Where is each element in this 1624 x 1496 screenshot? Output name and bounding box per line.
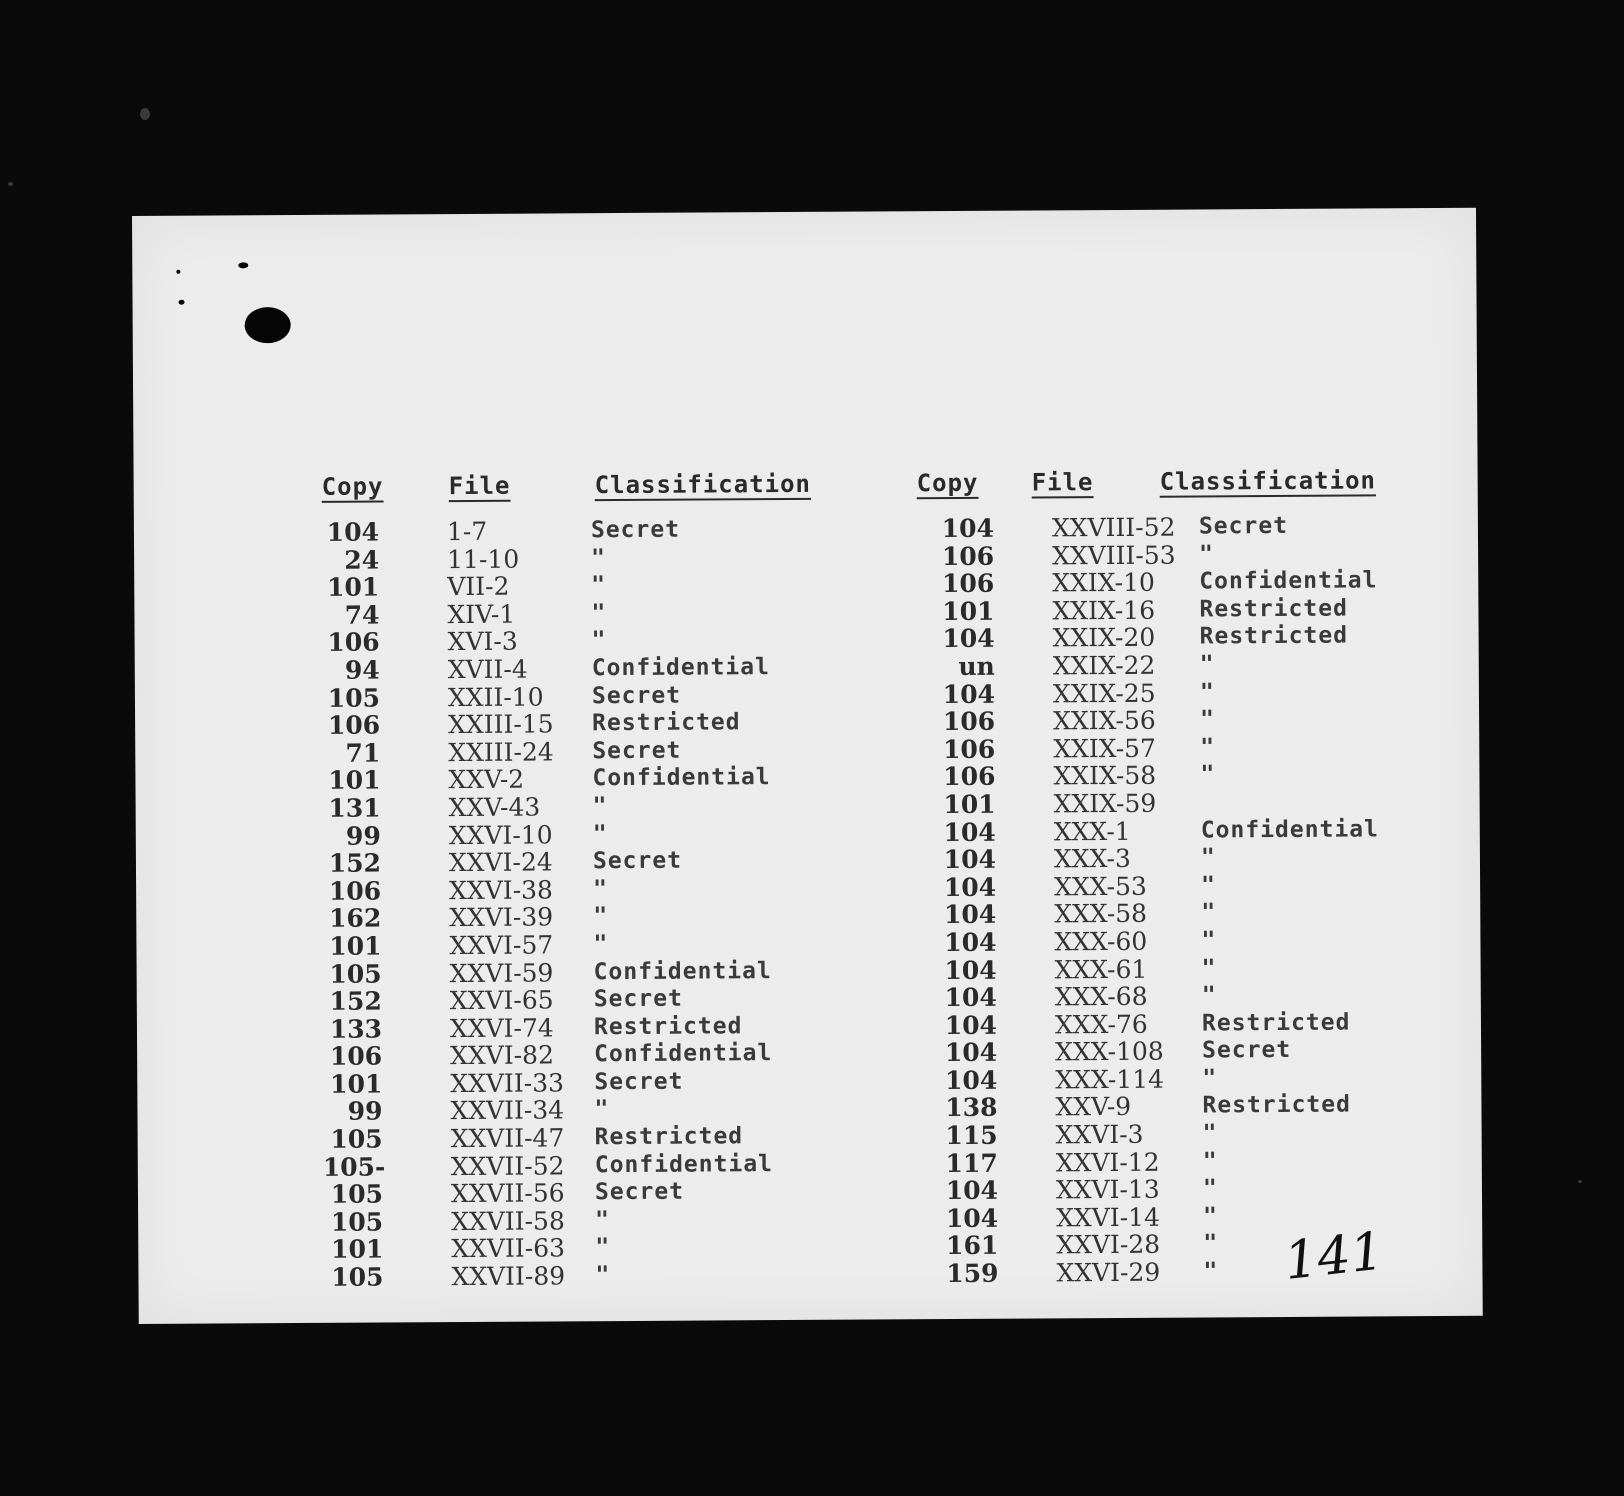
header-classification: Classification — [1159, 466, 1377, 496]
file-cell: XXX-1 — [1053, 816, 1131, 846]
classification-cell: Confidential — [1199, 567, 1378, 595]
file-cell: XXVII-89 — [451, 1261, 566, 1292]
classification-cell: " — [1200, 844, 1216, 871]
copy-cell: 104 — [945, 1175, 999, 1206]
copy-cell: 104 — [326, 517, 380, 547]
file-cell: XXVII-63 — [451, 1233, 566, 1264]
copy-cell: 106 — [328, 876, 382, 906]
right-rows — [894, 512, 1519, 1288]
file-cell: XXX-76 — [1054, 1009, 1148, 1040]
file-cell: XXX-58 — [1054, 899, 1148, 929]
classification-cell: " — [591, 599, 607, 626]
copy-cell: 106 — [941, 568, 995, 599]
copy-cell: 99 — [347, 1096, 383, 1127]
file-cell: XXVII-52 — [450, 1151, 565, 1181]
copy-cell: 71 — [345, 738, 381, 768]
ink-speck — [179, 300, 185, 305]
copy-cell: 115 — [945, 1120, 998, 1151]
file-cell: XXVIII-53 — [1052, 540, 1176, 570]
classification-cell: " — [594, 1096, 610, 1123]
copy-cell: 101 — [330, 1069, 383, 1099]
file-cell: XXX-60 — [1054, 926, 1148, 957]
table-row — [322, 1039, 942, 1070]
file-cell: XXIII-15 — [448, 709, 554, 740]
file-cell: XXIX-22 — [1052, 650, 1156, 681]
copy-cell: 105 — [331, 1262, 384, 1292]
classification-cell: " — [1199, 651, 1215, 678]
file-cell: XXV-9 — [1055, 1092, 1132, 1122]
copy-cell: 105 — [329, 958, 382, 989]
classification-cell: Secret — [1202, 1037, 1292, 1064]
file-cell: XVI-3 — [447, 627, 518, 657]
table-row — [896, 925, 1516, 956]
header-file: File — [1031, 468, 1094, 497]
table-row — [321, 846, 941, 877]
table-row — [897, 1008, 1517, 1039]
copy-cell: 105 — [327, 683, 381, 713]
copy-cell: 106 — [942, 706, 996, 737]
file-cell: XXIX-57 — [1053, 733, 1156, 764]
file-cell: XXIX-59 — [1053, 788, 1157, 819]
table-row — [896, 898, 1516, 929]
classification-cell: " — [1203, 1230, 1219, 1257]
table-row — [322, 1067, 942, 1098]
file-cell: XXV-2 — [448, 764, 525, 795]
copy-cell: 105 — [330, 1124, 383, 1154]
file-cell: XXVI-14 — [1056, 1202, 1161, 1233]
file-cell: XXIX-58 — [1053, 761, 1157, 791]
copy-cell: 104 — [945, 1203, 999, 1233]
classification-cell: Restricted — [1202, 1092, 1352, 1119]
table-row — [897, 1063, 1517, 1094]
copy-cell: 104 — [944, 900, 997, 930]
table-row — [895, 622, 1515, 653]
classification-cell: " — [1201, 982, 1217, 1009]
table-row — [895, 677, 1515, 708]
classification-cell: Secret — [590, 516, 681, 544]
copy-cell: 104 — [945, 1065, 998, 1095]
classification-cell: " — [593, 903, 609, 930]
copy-cell: 101 — [328, 765, 381, 796]
file-cell: XXX-61 — [1054, 954, 1148, 984]
ink-blot — [245, 307, 291, 343]
classification-cell: Confidential — [591, 654, 771, 682]
table-row — [321, 874, 941, 905]
classification-cell: Restricted — [1199, 595, 1348, 623]
classification-cell: " — [593, 875, 609, 902]
table-row — [323, 1150, 943, 1181]
ink-speck — [238, 262, 248, 268]
table-row — [898, 1119, 1518, 1150]
table-row — [897, 981, 1517, 1012]
table-row — [895, 705, 1515, 736]
classification-cell: Confidential — [594, 1150, 774, 1178]
table-row — [322, 957, 942, 988]
table-row — [895, 650, 1515, 681]
table-row — [319, 515, 939, 546]
classification-cell: " — [595, 1262, 611, 1289]
copy-cell: 162 — [329, 903, 382, 934]
header-classification: Classification — [594, 469, 812, 500]
copy-cell: 104 — [942, 679, 996, 709]
table-row — [894, 567, 1514, 598]
classification-cell: Secret — [592, 847, 683, 875]
table-row — [321, 791, 941, 822]
classification-cell: Restricted — [1201, 1009, 1351, 1037]
file-cell: XXIX-25 — [1052, 678, 1156, 708]
copy-cell: 104 — [944, 955, 997, 985]
table-row — [897, 1036, 1517, 1067]
classification-cell: " — [1203, 1203, 1219, 1230]
file-cell: XXVI-13 — [1055, 1174, 1160, 1205]
table-row — [320, 708, 940, 739]
copy-cell: 101 — [331, 1234, 384, 1265]
table-row — [322, 984, 942, 1015]
table-row — [319, 570, 939, 601]
table-row — [898, 1146, 1518, 1177]
file-cell: XXIX-10 — [1052, 567, 1155, 598]
film-dust — [1578, 1180, 1582, 1183]
classification-cell: " — [592, 793, 608, 820]
table-row — [896, 843, 1516, 874]
file-cell: XXVI-82 — [450, 1040, 555, 1071]
table-row — [320, 763, 940, 794]
copy-cell: 159 — [946, 1258, 999, 1289]
file-cell: XXVIII-52 — [1051, 512, 1176, 543]
copy-cell: 104 — [943, 872, 997, 902]
copy-cell: 101 — [943, 789, 996, 819]
copy-cell: 74 — [344, 600, 380, 630]
film-dust — [140, 108, 150, 120]
file-cell: XXIX-20 — [1052, 623, 1156, 653]
table-row — [898, 1257, 1518, 1288]
copy-cell: 152 — [328, 848, 382, 878]
table-row — [321, 819, 941, 850]
file-cell: XXVII-56 — [450, 1178, 565, 1209]
file-cell: XXVI-65 — [449, 985, 554, 1016]
classification-cell: " — [1202, 1175, 1218, 1202]
classification-cell: " — [592, 820, 608, 847]
table-row — [320, 625, 940, 656]
classification-cell: Secret — [1198, 512, 1289, 540]
classification-cell: " — [1201, 954, 1217, 981]
file-cell: XXX-68 — [1054, 981, 1148, 1012]
file-cell: XXII-10 — [447, 682, 544, 712]
table-row — [897, 953, 1517, 984]
file-cell: XXVII-33 — [450, 1068, 565, 1098]
classification-cell: Restricted — [592, 709, 741, 737]
table-row — [319, 543, 939, 574]
classification-cell: " — [1203, 1258, 1219, 1285]
ink-speck — [176, 270, 180, 274]
classification-cell: " — [1199, 678, 1215, 706]
classification-cell: Secret — [594, 1178, 685, 1206]
copy-cell: 106 — [327, 627, 380, 658]
table-row — [894, 594, 1514, 625]
table-row — [320, 653, 940, 684]
classification-cell: " — [1201, 899, 1217, 926]
copy-cell: 104 — [944, 927, 997, 957]
classification-cell: " — [1200, 734, 1216, 761]
table-row — [323, 1260, 943, 1291]
classification-cell: " — [1202, 1065, 1218, 1092]
header-copy: Copy — [916, 468, 979, 498]
classification-cell: " — [1202, 1120, 1218, 1147]
classification-cell: Confidential — [594, 1040, 773, 1068]
file-cell: XXIX-56 — [1053, 705, 1156, 736]
copy-cell: 104 — [941, 513, 995, 544]
file-cell: 1-7 — [446, 516, 488, 547]
file-cell: XXVI-59 — [449, 957, 554, 988]
handwritten-page-number: 141 — [1281, 1221, 1387, 1292]
classification-cell: " — [1201, 872, 1217, 899]
copy-cell: 117 — [945, 1148, 998, 1178]
copy-cell: 105- — [322, 1152, 386, 1182]
table-row — [320, 681, 940, 712]
header-file: File — [448, 471, 511, 501]
file-cell: XXVII-47 — [450, 1123, 565, 1154]
classification-cell: Confidential — [592, 764, 771, 792]
table-row — [895, 760, 1515, 791]
classification-cell: Restricted — [594, 1123, 744, 1151]
table-row — [323, 1122, 943, 1153]
table-row — [896, 815, 1516, 846]
copy-cell: 104 — [943, 817, 996, 847]
file-cell: XXX-3 — [1053, 844, 1131, 874]
copy-cell: un — [958, 651, 995, 681]
file-cell: XVII-4 — [447, 654, 528, 685]
classification-cell: Secret — [594, 1068, 684, 1096]
file-cell: XXX-114 — [1055, 1064, 1165, 1095]
table-row — [319, 598, 939, 629]
classification-cell: Secret — [593, 985, 683, 1013]
classification-cell: Secret — [591, 682, 682, 709]
document-card — [132, 208, 1483, 1324]
file-cell: XXX-108 — [1055, 1036, 1164, 1067]
copy-cell: 104 — [942, 624, 995, 654]
classification-cell: " — [591, 544, 607, 571]
file-cell: XXVI-3 — [1055, 1119, 1144, 1150]
table-row — [895, 732, 1515, 763]
classification-cell: " — [591, 627, 607, 654]
copy-cell: 106 — [943, 762, 996, 792]
table-row — [320, 736, 940, 767]
file-cell: XXVI-29 — [1056, 1257, 1161, 1288]
classification-cell: " — [595, 1206, 611, 1234]
table-row — [898, 1229, 1518, 1260]
file-cell: XXVI-74 — [449, 1013, 554, 1043]
classification-cell: " — [1201, 927, 1217, 954]
table-row — [894, 512, 1514, 543]
classification-cell: " — [1202, 1148, 1218, 1175]
classification-cell: Confidential — [593, 957, 772, 985]
file-cell: XXVI-10 — [448, 819, 553, 850]
table-row — [898, 1201, 1518, 1232]
copy-cell: 94 — [344, 655, 380, 685]
copy-cell: 161 — [946, 1231, 999, 1261]
table-row — [898, 1174, 1518, 1205]
classification-cell: Restricted — [1199, 622, 1349, 650]
copy-cell: 105 — [330, 1179, 384, 1210]
copy-cell: 106 — [941, 541, 995, 571]
file-cell: XXVII-34 — [450, 1095, 565, 1126]
copy-cell: 24 — [344, 545, 380, 575]
classification-cell: Restricted — [593, 1012, 743, 1040]
copy-cell: 101 — [326, 572, 380, 603]
file-cell: 11-10 — [447, 544, 520, 574]
classification-cell: " — [1200, 761, 1216, 788]
file-cell: XXVI-28 — [1056, 1230, 1161, 1260]
table-row — [323, 1177, 943, 1208]
classification-cell: " — [1199, 540, 1215, 568]
file-cell: XXVI-38 — [449, 875, 554, 905]
classification-cell: " — [595, 1234, 611, 1261]
copy-cell: 99 — [345, 821, 381, 851]
file-cell: XXX-53 — [1054, 871, 1147, 902]
file-cell: XXVI-39 — [449, 902, 554, 933]
classification-cell: " — [591, 572, 607, 599]
file-cell: XIV-1 — [447, 599, 516, 629]
table-row — [321, 929, 941, 960]
table-row — [321, 901, 941, 932]
file-cell: XXV-43 — [448, 792, 541, 823]
file-cell: XXVI-12 — [1055, 1147, 1160, 1178]
copy-cell: 104 — [944, 1010, 998, 1040]
table-row — [322, 1095, 942, 1126]
table-row — [323, 1205, 943, 1236]
file-cell: VII-2 — [447, 571, 510, 602]
table-row — [322, 1012, 942, 1043]
classification-cell: Confidential — [1200, 815, 1380, 844]
header-copy: Copy — [321, 472, 384, 501]
copy-cell: 133 — [329, 1014, 383, 1044]
copy-cell: 152 — [329, 986, 382, 1016]
copy-cell: 101 — [329, 931, 382, 961]
copy-cell: 131 — [328, 793, 381, 823]
copy-cell: 106 — [327, 710, 381, 740]
table-row — [896, 870, 1516, 901]
file-cell: XXVI-24 — [448, 847, 553, 878]
copy-cell: 104 — [944, 1038, 998, 1068]
copy-cell: 106 — [942, 734, 996, 764]
classification-cell: " — [593, 931, 609, 958]
film-dust — [8, 182, 13, 186]
copy-cell: 106 — [329, 1041, 383, 1072]
copy-cell: 104 — [944, 982, 997, 1013]
copy-cell: 105 — [330, 1207, 384, 1237]
table-row — [894, 539, 1514, 570]
file-cell: XXVII-58 — [451, 1206, 565, 1236]
classification-cell: Secret — [592, 737, 682, 764]
file-cell: XXIX-16 — [1052, 595, 1156, 626]
table-row — [896, 787, 1516, 818]
left-rows — [319, 515, 944, 1291]
copy-cell: 104 — [943, 844, 997, 875]
copy-cell: 138 — [945, 1093, 998, 1123]
copy-cell: 101 — [942, 596, 995, 626]
table-row — [897, 1091, 1517, 1122]
file-cell: XXVI-57 — [449, 930, 554, 960]
file-cell: XXIII-24 — [448, 737, 554, 767]
table-row — [323, 1233, 943, 1264]
classification-cell: " — [1200, 706, 1216, 733]
